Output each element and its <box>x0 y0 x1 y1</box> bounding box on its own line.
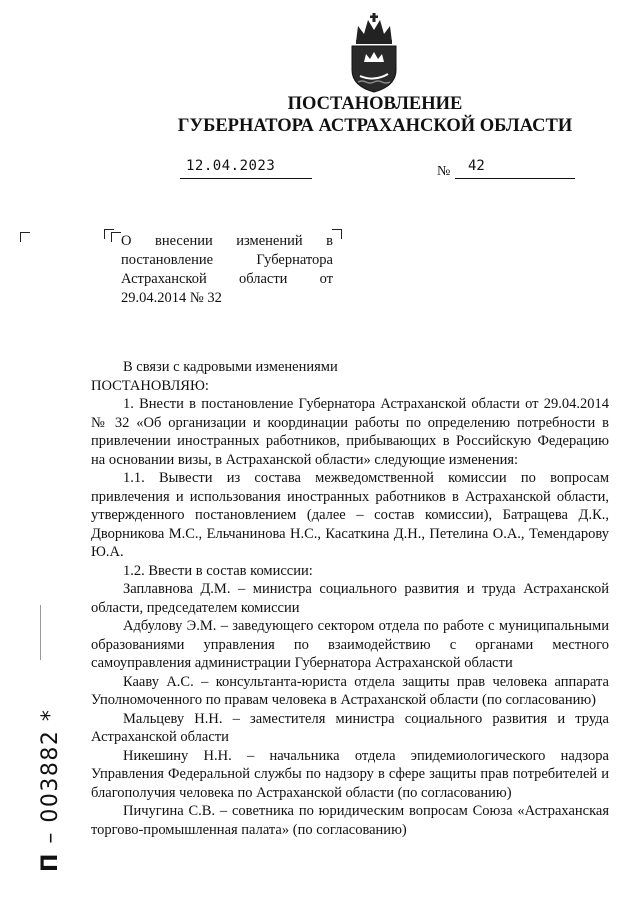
paragraph: Мальцеву Н.Н. – заместителя министра социального развития и труда Астраханской области <box>91 710 609 745</box>
paragraph: 1.2. Ввести в состав комиссии: <box>123 562 313 579</box>
number-underline <box>455 178 575 179</box>
preamble-block <box>91 358 609 395</box>
subject-corner-mark <box>332 229 342 239</box>
document-number: 42 <box>468 158 485 174</box>
decree-word: ПОСТАНОВЛЯЮ: <box>91 377 209 394</box>
paragraph: Пичугина С.В. – советника по юридическим вопросам Союза «Астраханская торгово-промышленная палата» (по согласованию) <box>91 803 609 838</box>
date-underline <box>180 178 312 179</box>
paragraph: Кааву А.С. – консультанта-юриста отдела защиты прав человека аппарата Уполномоченного по правам человека в Астраханской области (по согласованию) <box>91 673 609 708</box>
document-subject: О внесении изменений в постановление Губернатора Астраханской области от 29.04.2014 № 32 <box>121 233 333 306</box>
paragraph: 1.1. Вывести из состава межведомственной комиссии по вопросам привлечения и использования иностранных работников в Астраханской области, утвержденного постановлением (далее – состав комиссии), Батращева Д.К., Дворникова М.С., Ельчанинова Н.С., Касаткина Д.Н., Петелина О.А., Темендарову Ю.А. <box>91 470 609 560</box>
serial-code: – 003882 * <box>38 708 63 844</box>
paragraph: Никешину Н.Н. – начальника отдела эпидемиологического надзора Управления Федеральной службы по надзору в сфере защиты прав потребителей и благополучия человека по Астраханской области (по согласованию) <box>91 747 609 801</box>
serial-prefix: П <box>38 852 63 872</box>
coat-of-arms-icon <box>344 12 404 94</box>
document-title-line2: ГУБЕРНАТОРА АСТРАХАНСКОЙ ОБЛАСТИ <box>177 116 573 136</box>
subject-corner-mark <box>111 232 121 242</box>
paragraph: Адбулову Э.М. – заведующего сектором отдела по работе с муниципальными образованиями управления по взаимодействию с органами местного самоуправления администрации Губернатора Астраханской области <box>91 618 609 671</box>
document-body <box>91 395 609 839</box>
margin-corner-mark <box>20 232 30 242</box>
preamble-text: В связи с кадровыми изменениями <box>123 359 338 375</box>
number-sign: № <box>437 164 451 179</box>
paragraph: 1. Внести в постановление Губернатора Астраханской области от 29.04.2014 № 32 «Об организации и координации работы по определению потребности в привлечении иностранных работников, прибывающих в Российскую Федерацию на основании визы, в Астраханской области» следующие изменения: <box>91 396 609 468</box>
document-title-line1: ПОСТАНОВЛЕНИЕ <box>287 94 463 114</box>
document-date: 12.04.2023 <box>186 158 276 174</box>
paragraph: Заплавнова Д.М. – министра социального развития и труда Астраханской области, председателем комиссии <box>91 581 609 616</box>
form-serial-number <box>38 709 63 872</box>
margin-rule <box>40 605 41 660</box>
